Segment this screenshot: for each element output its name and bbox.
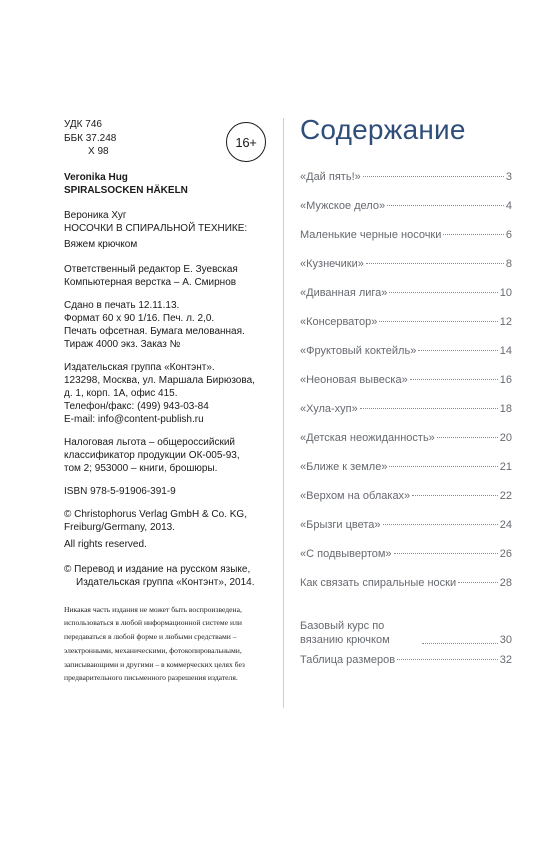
age-rating-badge: 16+ <box>226 122 266 162</box>
ru-copyright-line: © Перевод и издание на русском языке, <box>64 563 251 575</box>
toc-item-page: 14 <box>499 345 512 357</box>
russian-copyright <box>64 563 279 589</box>
isbn: ISBN 978-5-91906-391-9 <box>64 485 176 497</box>
toc-item[interactable] <box>300 653 512 682</box>
tax-line: том 2; 953000 – книги, брошюры. <box>64 462 218 474</box>
toc-item-label: Базовый курс по вязанию крючком <box>300 620 390 646</box>
copyright-line: All rights reserved. <box>64 538 147 550</box>
notice-line: записывающими и другими – в коммерческих целях без <box>64 659 245 669</box>
dot-leader <box>363 176 504 177</box>
publisher-line: Издательская группа «Контэнт». <box>64 361 215 373</box>
dot-leader <box>422 643 498 644</box>
toc-item-label: «Кузнечики» <box>300 258 364 270</box>
toc-item[interactable] <box>300 315 512 344</box>
toc-item[interactable] <box>300 257 512 286</box>
print-line: Формат 60 х 90 1/16. Печ. л. 2,0. <box>64 312 215 324</box>
toc-item[interactable] <box>300 344 512 373</box>
notice-line: предварительного письменного разрешения издателя. <box>64 673 238 683</box>
editor-credit: Ответственный редактор Е. Зуевская <box>64 263 238 275</box>
dot-leader <box>394 553 498 554</box>
author-code: Х 98 <box>88 146 109 157</box>
toc-item[interactable] <box>300 518 512 547</box>
russian-subtitle: Вяжем крючком <box>64 238 138 250</box>
toc-item[interactable] <box>300 402 512 431</box>
dot-leader <box>412 495 498 496</box>
toc-item-label: «Неоновая вывеска» <box>300 374 408 386</box>
dot-leader <box>458 582 498 583</box>
ru-copyright-line: Издательская группа «Контэнт», 2014. <box>76 576 255 588</box>
dot-leader <box>387 205 504 206</box>
rights-notice <box>64 603 279 686</box>
publisher-info <box>64 361 279 426</box>
toc-item[interactable] <box>300 170 512 199</box>
toc-item-label: «Ближе к земле» <box>300 461 388 473</box>
toc-item-page: 32 <box>499 654 512 666</box>
tax-info <box>64 436 279 475</box>
toc-item-label: «Детская неожиданность» <box>300 432 435 444</box>
table-of-contents <box>300 170 512 682</box>
print-info <box>64 299 279 351</box>
toc-title: Содержание <box>300 114 466 145</box>
tax-line: Налоговая льгота – общероссийский <box>64 436 236 448</box>
dot-leader <box>366 263 504 264</box>
dot-leader <box>383 524 498 525</box>
tax-line: классификатор продукции ОК-005-93, <box>64 449 240 461</box>
toc-item-label: «Верхом на облаках» <box>300 490 411 502</box>
toc-item[interactable] <box>300 286 512 315</box>
toc-item-page: 26 <box>499 548 512 560</box>
toc-item-page: 21 <box>499 461 512 473</box>
dot-leader <box>437 437 498 438</box>
bbk-code: ББК 37.248 <box>64 132 117 144</box>
publisher-line: д. 1, корп. 1А, офис 415. <box>64 387 178 399</box>
udk-code: УДК 746 <box>64 119 102 130</box>
dot-leader <box>443 234 503 235</box>
notice-line: передаваться в любой форме и любыми средствами – <box>64 632 237 642</box>
toc-item-page: 3 <box>505 171 512 183</box>
toc-item[interactable] <box>300 547 512 576</box>
toc-item-page: 24 <box>499 519 512 531</box>
toc-item-label: «Консерватор» <box>300 316 378 328</box>
dot-leader <box>360 408 498 409</box>
dot-leader <box>379 321 497 322</box>
toc-item-page: 18 <box>499 403 512 415</box>
russian-author: Вероника Хуг <box>64 209 127 221</box>
copyright-info <box>64 508 279 551</box>
toc-item[interactable] <box>300 605 512 653</box>
original-author: Veronika Hug <box>64 171 128 183</box>
print-line: Печать офсетная. Бумага мелованная. <box>64 325 245 337</box>
column-divider <box>283 118 284 708</box>
dot-leader <box>389 466 497 467</box>
dot-leader <box>389 292 497 293</box>
toc-item-label: «Хула-хуп» <box>300 403 358 415</box>
toc-item-label: «С подвывертом» <box>300 548 392 560</box>
publisher-line: 123298, Москва, ул. Маршала Бирюзова, <box>64 374 255 386</box>
toc-item-page: 10 <box>499 287 512 299</box>
layout-credit: Компьютерная верстка – А. Смирнов <box>64 276 237 288</box>
toc-item-page: 12 <box>499 316 512 328</box>
toc-item-page: 22 <box>499 490 512 502</box>
dot-leader <box>418 350 497 351</box>
toc-item-label: «Брызги цвета» <box>300 519 381 531</box>
toc-item[interactable] <box>300 576 512 605</box>
dot-leader <box>410 379 498 380</box>
toc-item-page: 16 <box>499 374 512 386</box>
toc-item[interactable] <box>300 373 512 402</box>
toc-item-label: «Фруктовый коктейль» <box>300 345 417 357</box>
original-title: SPIRALSOCKEN HÄKELN <box>64 184 188 196</box>
toc-item[interactable] <box>300 199 512 228</box>
toc-item-page: 20 <box>499 432 512 444</box>
toc-item-page: 6 <box>505 229 512 241</box>
toc-item-label: Маленькие черные носочки <box>300 229 442 241</box>
copyright-line: Freiburg/Germany, 2013. <box>64 521 175 533</box>
publisher-line: Телефон/факс: (499) 943-03-84 <box>64 400 209 412</box>
copyright-line: © Christophorus Verlag GmbH & Co. KG, <box>64 508 247 520</box>
toc-item[interactable] <box>300 431 512 460</box>
toc-item-page: 28 <box>499 577 512 589</box>
publisher-line: E-mail: info@content-publish.ru <box>64 413 204 425</box>
imprint-column <box>64 118 279 685</box>
toc-item[interactable] <box>300 228 512 257</box>
dot-leader <box>397 659 498 660</box>
toc-item-label: Как связать спиральные носки <box>300 577 457 589</box>
toc-item-label: «Диванная лига» <box>300 287 388 299</box>
toc-item-label: «Дай пять!» <box>300 171 361 183</box>
russian-title: НОСОЧКИ В СПИРАЛЬНОЙ ТЕХНИКЕ: <box>64 222 248 234</box>
notice-line: использоваться в любой информационной системе или <box>64 618 242 628</box>
toc-item-page: 8 <box>505 258 512 270</box>
print-line: Сдано в печать 12.11.13. <box>64 299 180 311</box>
toc-item-label: «Мужское дело» <box>300 200 386 212</box>
print-line: Тираж 4000 экз. Заказ № <box>64 338 181 350</box>
toc-item[interactable] <box>300 460 512 489</box>
toc-item-label: Таблица размеров <box>300 654 396 666</box>
toc-item-page: 4 <box>505 200 512 212</box>
notice-line: электронными, механическими, фотокопировальными, <box>64 645 242 655</box>
notice-line: Никакая часть издания не может быть воспроизведена, <box>64 604 242 614</box>
toc-item[interactable] <box>300 489 512 518</box>
toc-item-page: 30 <box>499 634 512 646</box>
